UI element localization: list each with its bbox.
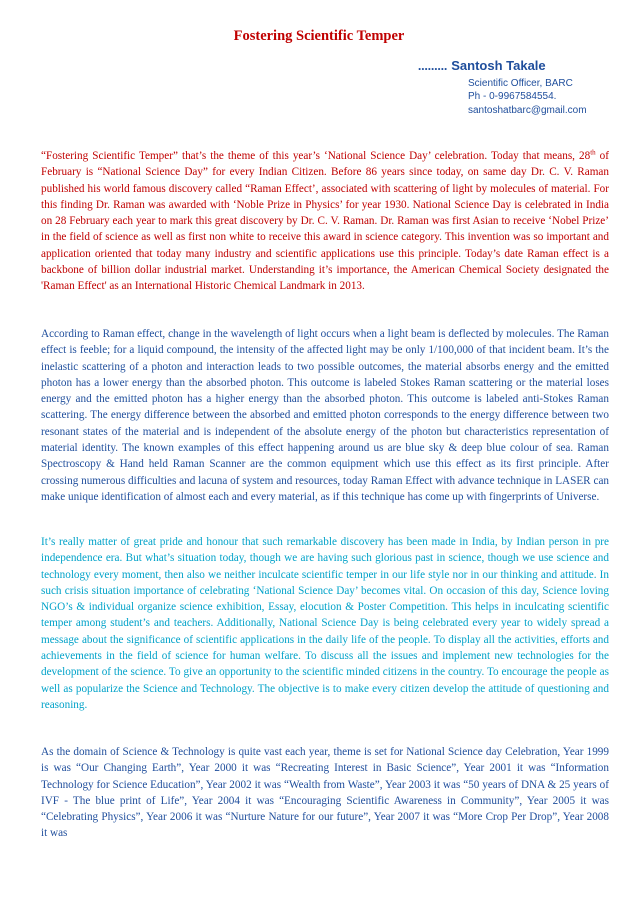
author-phone: Ph - 0-9967584554.	[468, 91, 557, 103]
author-role: Scientific Officer, BARC	[468, 78, 573, 89]
author-details	[468, 77, 628, 117]
document-title: Fostering Scientific Temper	[233, 28, 405, 44]
paragraph-intro-text-a: “Fostering Scientific Temper” that’s the theme of this year’s ‘National Science Day’ celebration. Today that means, 28	[41, 150, 591, 162]
ordinal-superscript: th	[590, 148, 596, 157]
author-block	[418, 58, 628, 117]
author-email: santoshatbarc@gmail.com	[468, 104, 587, 116]
author-dots: .........	[418, 58, 448, 73]
author-name-line	[418, 58, 628, 74]
paragraph-pride: It’s really matter of great pride and honour that such remarkable discovery has been made in India, by Indian person in pre independence era. But what’s situation today, though we are having such glorious past in science, though we use science and technology every moment, then also we neither inculcate scientific temper in our life style nor in our thinking and attitude. In such crisis situation importance of celebrating ‘National Science Day’ becomes vital. On occasion of this day, Science loving NGO’s & individual organize science exhibition, Essay, elocution & Poster Competition. This helps in inculcating scientific temper among student’s and teachers. Additionally, National Science Day is being celebrated every year to widely spread a message about the significance of scientific applications in the daily life of the people. To display all the activities, efforts and achievements in the field of science for human welfare. To discuss all the issues and implement new technologies for the development of the science. To give an opportunity to the scientific minded citizens in the country. To encourage the people as well as popularize the Science and Technology. The objective is to make every citizen develop the attitude of questioning and reasoning.	[41, 536, 609, 711]
paragraph-intro-text-b: of February is “National Science Day” for every Indian Citizen. Before 86 years since today, on same day Dr. C. V. Raman published his world famous discovery called “Raman Effect’, associated with scattering of light by molecules of material. For this finding Dr. Raman was awarded with ‘Noble Prize in Physics’ for year 1930. National Science Day is celebrated in India on 28 February each year to mark this great discovery by Dr. C. V. Raman. Dr. Raman was first Asian to receive ‘Nobel Prize’ in the field of science as well as first non white to receive this award in science category. This invention was so important and application oriented that today many industry and scientific applications use this principle. Today’s date Raman effect is a backbone of billion dollar industrial market. Understanding it’s importance, the American Chemical Society designated the 'Raman Effect' as an International Historic Chemical Landmark in 2013.	[41, 150, 609, 293]
paragraph-intro	[41, 148, 609, 295]
paragraph-raman-effect: According to Raman effect, change in the wavelength of light occurs when a light beam is deflected by molecules. The Raman effect is feeble; for a liquid compound, the intensity of the affected light may be only 1/100,000 of that incident beam. It’s the inelastic scattering of a photon and interaction leads to two possible outcomes, the material absorbs energy and the emitted photon has a lower energy than the absorbed photon. This outcome is labeled Stokes Raman scattering or the material loses energy and the emitted photon has a higher energy than the absorbed photon. This outcome is labeled anti-Stokes Raman scattering. The energy difference between the absorbed and emitted photon corresponds to the energy difference between two resonant states of the material and is independent of the absolute energy of the photon but characteristics representation of material identity. The known examples of this effect happening around us are blue sky & deep blue colour of sea. Raman Spectroscopy & Hand held Raman Scanner are the common equipment which use this effect as its first principle. After crossing numerous difficulties and lacuna of system and resources, today Raman Effect with advance technique in LASER can make unique identification of almost each and every material, as if this technique has come up with fingerprints of Universe.	[41, 328, 609, 503]
paragraph-themes: As the domain of Science & Technology is quite vast each year, theme is set for National Science day Celebration, Year 1999 is was “Our Changing Earth”, Year 2000 it was “Recreating Interest in Basic Science”, Year 2001 it was “Information Technology for Science Education”, Year 2002 it was “Wealth from Waste”, Year 2003 it was “50 years of DNA & 25 years of IVF - The blue print of Life”, Year 2004 it was “Encouraging Scientific Awareness in Community”, Year 2005 it was “Celebrating Physics”, Year 2006 it was “Nurture Nature for our future”, Year 2007 it was “More Crop Per Drop”, Year 2008 it was	[41, 746, 609, 840]
author-name: Santosh Takale	[451, 58, 546, 73]
